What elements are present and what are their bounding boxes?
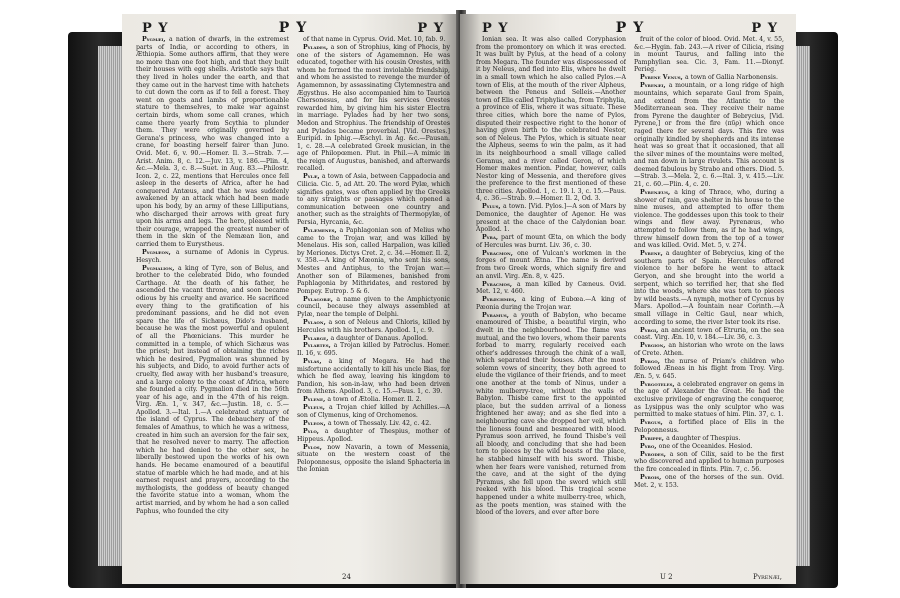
catchword: Pyrenæi, xyxy=(752,573,782,581)
running-head-center: P Y xyxy=(615,20,645,36)
entry-headword: Pylas, xyxy=(303,358,329,366)
text-column xyxy=(136,36,289,572)
entry-text: a Trojan chief killed by Achilles.—A son of Clymenus, king of Orchomenos. xyxy=(297,404,450,419)
entry-text: a son of Cilix, said to be the first who discovered and applied to human purposes the fire concealed in flints. Plin. 7, c. 56. xyxy=(634,450,784,473)
entry-headword: Pyramus, xyxy=(482,311,514,319)
entry-headword: Pylarge, xyxy=(303,334,331,342)
entry-text: a surname of Adonis in Cyprus. Hesych. xyxy=(136,249,289,264)
dictionary-entry xyxy=(297,342,450,357)
entry-text: an historian who wrote on the laws of Crete. Athen. xyxy=(634,342,784,357)
dictionary-entry xyxy=(634,342,784,357)
entry-text: a mountain, or a long ridge of high mountains, which separate Gaul from Spain, and extend from the Atlantic to the Mediterranean sea. They receive their name from Pyrene the daughter of Bebrycius, [Vid. Pyrene,] or from the fire (πῦρ) which once raged there for several days. This fire was originally kindled by shepherds and its intense heat was so great that it occasioned, that all the silver mines of the mountains were melted, and ran down in large rivulets. This account is deemed fabulous by Strabo and others. Diod. 5.—Strab. 3.—Mela. 2, c. 6.—Ital. 3, v. 415.—Liv. 21, c. 60.—Plin. 4, c. 20. xyxy=(634,82,784,189)
entry-headword: Pyrgus, xyxy=(640,419,669,427)
dictionary-entry xyxy=(136,36,289,249)
entry-text: part of mount Œta, on which the body of Hercules was burnt. Liv. 36, c. 30. xyxy=(476,234,626,249)
entry-text: a town of Gallia Narbonensis. xyxy=(684,74,778,82)
dictionary-entry xyxy=(136,249,289,264)
text-column xyxy=(634,36,784,572)
dictionary-entry xyxy=(297,173,450,226)
dictionary-entry xyxy=(634,435,784,443)
entry-headword: Pyracmon, xyxy=(482,249,518,257)
entry-headword: Pyrene, xyxy=(640,250,666,258)
entry-text: a king of Tyre, son of Belus, and brother to the celebrated Dido, who founded Carthage. At the death of his father, he ascended the vacant throne, and soon became odious by his cruelty and avarice. He sacrificed every thing to the gratification of his predominant passions, and he did not even spare the life of Sichæus, Dido's husband, because he was the most powerful and opulent of all the Phœnicians. This murder he committed in a temple, of which Sichæus was the priest; but instead of obtaining the riches which he desired, Pygmalion was shunned by his subjects, and Dido, to avoid further acts of cruelty, fled away with her husband's treasure, and a large colony to the coast of Africa, where she founded a city. Pygmalion died in the 56th year of his age, and in the 47th of his reign. Virg. Æn. 1, v. 347, &c.—Justin. 18, c. 5.—Apollod. 3.—Ital. 1.—A celebrated statuary of the island of Cyprus. The debauchery of the females of Amathus, to which he was a witness, created in him such an aversion for the fair sex, that he resolved never to marry. The affection which he had denied to the other sex, he liberally bestowed upon the works of his own hands. He became enamoured of a beautiful statue of marble which he had made, and at his earnest request and prayers, according to the mythologists, the goddess of beauty changed the favorite statue into a woman, whom the artist married, and by whom he had a son called Paphus, who founded the city xyxy=(136,264,289,515)
entry-headword: Pyrgoteles, xyxy=(640,380,678,388)
dictionary-entry xyxy=(297,36,450,44)
right-page xyxy=(460,14,796,584)
entry-headword: Pyleon, xyxy=(303,419,328,427)
entry-text: a daughter of Danaus. Apollod. xyxy=(330,334,429,342)
open-book xyxy=(68,6,838,592)
entry-headword: Pylæ, xyxy=(303,173,322,181)
dictionary-entry xyxy=(297,444,450,474)
dictionary-entry xyxy=(634,250,784,326)
entry-headword: Pyro, xyxy=(640,442,659,450)
running-head-left: P Y xyxy=(482,21,509,36)
entry-text: the nurse of Priam's children who followed Æneas in his flight from Troy. Virg. Æn. 5, v. 645. xyxy=(634,357,784,380)
entry-text: Ionian sea. It was also called Coryphasion from the promontory on which it was erected. It was built by Pylus, at the head of a colony from Megara. The founder was dispossessed of it by Neleus, and fled into Elis, where he dwelt in a small town which he also called Pylos.—A town of Elis, at the mouth of the river Alpheus, between the Peneus and Selleis.—Another town of Elis called Triphyliacha, from Triphylia, a province of Elis, where it was situate. These three cities, which bore the name of Pylos, disputed their respective right to the honor of having given birth to the celebrated Nestor, son of Neleus. The Pylos, which is situate near the Alpheus, seems to win the palm, as it had in its neighbourhood a small village called Geranus, and a river called Geron, of which Homer makes mention. Pindar, however, calls Nestor king of Messenia, and therefore gives the preference to the first mentioned of these three cities. Apollod. 1, c. 19. l. 3, c. 15.—Paus. 4, c. 36.—Strab. 9.—Homer. Il. 2, Od. 3. xyxy=(476,36,626,203)
dictionary-entry xyxy=(634,82,784,188)
entry-text: a son of Strophius, king of Phocis, by one of the sisters of Agamemnon. He was educated, together with his cousin Orestes, with whom he formed the most inviolable friendship, and whom he assisted to revenge the murder of Agamemnon, by assassinating Clytemnestra and Ægysthus. He also accompanied him to Taurica Chersonesus, and for his services Orestes rewarded him, by giving him his sister Electra in marriage. Pylades had by her two sons, Medon and Strophius. The friendship of Orestes and Pylades became proverbial. [Vid. Orestes.] Euripid. in Iphig.—Æschyl. in Ag. &c.—Pausan. 1, c. 28.—A celebrated Greek musician, in the age of Philopœmen. Plut. in Phil.—A mimic in the reign of Augustus, banished, and afterwards recalled. xyxy=(297,43,450,173)
entry-text: a town of Thessaly. Liv. 42, c. 42. xyxy=(327,419,432,427)
entry-text: a daughter of Thespius. xyxy=(666,434,741,442)
dictionary-entry xyxy=(634,419,784,434)
entry-headword: Pylus, xyxy=(482,203,503,211)
dictionary-entry xyxy=(297,428,450,443)
dictionary-entry xyxy=(476,234,626,249)
entry-text: a king of Eubœa.—A king of Pæonia during the Trojan war. xyxy=(476,296,626,311)
text-column xyxy=(476,36,626,572)
signature-mark: U 2 xyxy=(660,573,673,581)
dictionary-entry xyxy=(634,451,784,474)
entry-text: a Paphlagonian son of Melius who came to the Trojan war, and was killed by Menelaus. His son, called Harpalion, was killed by Meriones. Dictys Cret. 2, c. 34.—Homer. Il. 2, v. 358.—A king of Mæonia, who sent his sons, Mestes and Antiphus, to the Trojan war.—Another son of Bilæmenes, banished from Paphlagonia by Mithridates, and restored by Pompey. Eutrop. 5 & 6. xyxy=(297,227,450,295)
entry-headword: Pyrgi, xyxy=(640,326,661,334)
entry-text: a town of Asia, between Cappadocia and Cilicia. Cic. 5, ad Att. 20. The word Pylæ, which signifies gates, was often applied by the Greeks to any straights or passages which opened a communication between one country and another, such as the straights of Thermopylæ, of Persia, Hyrcania, &c. xyxy=(297,173,450,227)
entry-text: an ancient town of Etruria, on the sea coast. Virg. Æn. 10, v. 184.—Liv. 36, c. 3. xyxy=(634,326,784,342)
entry-headword: Pyrgion, xyxy=(640,342,669,350)
dictionary-entry xyxy=(634,381,784,419)
dictionary-entry xyxy=(634,189,784,250)
entry-text: one of the Oceanides. Hesiod. xyxy=(658,442,753,450)
dictionary-entry xyxy=(297,358,450,396)
running-head-left: P Y xyxy=(142,21,169,36)
entry-headword: Pyræchmes, xyxy=(482,296,522,304)
running-head xyxy=(482,20,778,34)
entry-text: fruit of the color of blood. Ovid. Met. 4, v. 55, &c.—Hygin. fab. 243.—A river of Cilicia, rising in mount Taurus, and falling into the Pamphylian sea. Cic. 3, Fam. 11.—Dionyf. Perieg. xyxy=(634,36,784,74)
dictionary-entry xyxy=(297,420,450,428)
dictionary-entry xyxy=(297,396,450,404)
entry-text: of that name in Cyprus. Ovid. Met. 10, fab. 9. xyxy=(303,36,446,43)
entry-headword: Pyrenæus, xyxy=(640,189,675,197)
dictionary-entry xyxy=(476,281,626,296)
dictionary-entry xyxy=(297,44,450,173)
dictionary-entry xyxy=(476,36,626,203)
entry-text: a town. [Vid. Pylos.]—A son of Mars by Demonice, the daughter of Agenor. He was present at the chace of the Calydonian boar. Apollod. 1. xyxy=(476,203,626,234)
dictionary-entry xyxy=(634,358,784,381)
entry-text: one of Vulcan's workmen in the forges of mount Ætna. The name is derived from two Greek words, which signify fire and an anvil. Virg. Æn. 8, v. 425. xyxy=(476,249,626,280)
entry-text: a celebrated engraver on gems in the age of Alexander the Great. He had the exclusive privilege of engraving the conqueror, as Lysippus was the only sculptor who was permitted to make statues of him. Plin. 37, c. 1. xyxy=(634,380,784,419)
entry-text: a daughter of Bebrycius, king of the southern parts of Spain. Hercules offered violence to her before he went to attack Geryon, and she brought into the world a serpent, which so terrified her, that she fled into the woods, where she was torn to pieces by wild beasts.—A nymph, mother of Cycnus by Mars. Apollod.—A fountain near Corinth.—A small village in Celtic Gaul, near which, according to some, the river Ister took its rise. xyxy=(634,250,784,326)
dictionary-entry xyxy=(297,335,450,343)
entry-text: a king of Megara. He had the misfortune accidentally to kill his uncle Bias, for which he fled away, leaving his kingdom to Pandion, his son-in-law, who had been driven from Athens. Apollod. 3, c. 15.—Paus. 1, c. 39. xyxy=(297,358,450,396)
entry-headword: Pyracmos, xyxy=(482,280,517,288)
running-head-right: P Y xyxy=(417,21,444,36)
dictionary-entry xyxy=(634,36,784,74)
entry-text: a youth of Babylon, who became enamoured of Thisbe, a beautiful virgin, who dwelt in the neighbourhood. The flame was mutual, and the two lovers, whom their parents forbad to marry, regularly received each other's addresses through the chink of a wall, which separated their houses. After the most solemn vows of sincerity, they both agreed to elude the vigilance of their friends, and to meet one another at the tomb of Ninus, under a white mulberry-tree, without the walls of Babylon. Thisbe came first to the appointed place, but the sudden arrival of a lioness frightened her away; and as she fled into a neighbouring cave she dropped her veil, which the lioness found and besmeared with blood. Pyramus soon arrived, he found Thisbe's veil all bloody, and concluding that she had been torn to pieces by the wild beasts of the place, he stabbed himself with his sword. Thisbe, when her fears were vanished, returned from the cave, and at the sight of the dying Pyramus, she fell upon the sword which still reeked with his blood. This tragical scene happened under a white mulberry-tree, which, as the poets mention, was stained with the blood of the lovers, and ever after bore xyxy=(476,311,626,517)
entry-headword: Pygmæon, xyxy=(142,249,176,257)
dictionary-entry xyxy=(634,474,784,489)
entry-text: a Trojan killed by Patroclus. Homer. Il. 16, v. 695. xyxy=(297,342,450,358)
running-head-center: P Y xyxy=(278,20,308,36)
entry-text: a daughter of Thespius, mother of Hippeus. Apollod. xyxy=(297,427,450,443)
dictionary-entry xyxy=(634,443,784,451)
entry-headword: Pyra, xyxy=(482,234,501,242)
entry-headword: Pyrgo, xyxy=(640,357,665,365)
entry-headword: Pylos, xyxy=(303,443,328,451)
dictionary-entry xyxy=(476,312,626,517)
dictionary-entry xyxy=(476,296,626,311)
entry-headword: Pyrodes, xyxy=(640,450,670,458)
entry-headword: Pygmæi, xyxy=(142,36,169,43)
entry-headword: Pylene, xyxy=(303,396,328,404)
entry-headword: Pyrippe, xyxy=(640,434,667,442)
entry-headword: Pylagoræ, xyxy=(303,295,337,303)
entry-headword: Pylartes, xyxy=(303,342,334,350)
entry-text: now Navarin, a town of Messenia, situate on the western coast of the Peloponnesus, opposite the island Sphacteria in the Ionian xyxy=(297,443,450,474)
entry-headword: Pyrenæi, xyxy=(640,82,669,90)
entry-headword: Pylæmenes, xyxy=(303,227,340,235)
entry-text: a king of Thrace, who, during a shower of rain, gave shelter in his house to the nine muses, and attempted to offer them violence. The goddesses upon this took to their wings and flew away. Pyrenæus, who attempted to follow them, as if he had wings, threw himself down from the top of a tower and was killed. Ovid. Met. 5, v. 274. xyxy=(634,189,784,250)
entry-text: a nation of dwarfs, in the extremest parts of India, or according to others, in Æthiopia. Some authors affirm, that they were no more than one foot high, and that they built their houses with egg shells. Aristotle says that they lived in holes under the earth, and that they came out in the harvest time with hatchets to cut down the corn as if to fell a forest. They went on goats and lambs of proportionable stature to themselves, to make war against certain birds, whom some call cranes, which came there yearly from Scythia to plunder them. They were originally governed by Gerana's princess, who was changed into a crane, for boasting herself fairer than Juno. Ovid. Met. 6, v. 90.—Homer. Il. 3.—Strab. 7.—Arist. Anim. 8, c. 12.—Juv. 13, v. 186.—Plin. 4, &c.—Mela. 3, c. 8.—Suet. in Aug. 83.—Philostr. Icon. 2, c. 22, mentions that Hercules once fell asleep in the deserts of Africa, after he had conquered Antæus, and that he was suddenly awakened by an attack which had been made upon his body, by an army of these Lilliputians, who discharged their arrows with great fury upon his arms and legs. The hero, pleased with their courage, wrapped the greatest number of them in the skin of the Nemæan lion, and carried them to Eurystheus. xyxy=(136,36,289,249)
entry-text: one of the horses of the sun. Ovid. Met. 2, v. 153. xyxy=(634,473,784,489)
left-page xyxy=(122,14,460,584)
dictionary-entry xyxy=(297,319,450,334)
entry-text: a fortified place of Elis in the Peloponnesus. xyxy=(634,419,784,434)
dictionary-entry xyxy=(297,296,450,319)
entry-text: a son of Neleus and Chloris, killed by Hercules with his brothers. Apollod. 1, c. 9. xyxy=(297,318,450,334)
entry-headword: Pyrois, xyxy=(640,473,665,481)
dictionary-entry xyxy=(297,404,450,419)
entry-headword: Pygmalion, xyxy=(142,264,178,272)
text-column xyxy=(297,36,450,572)
entry-headword: Pylaon, xyxy=(303,318,329,326)
entry-text: a name given to the Amphictyonic council, because they always assembled at Pylæ, near the temple of Delphi. xyxy=(297,295,450,318)
entry-text: a man killed by Cæneus. Ovid. Met. 12, v. 460. xyxy=(476,280,626,296)
entry-text: a town of Ætolia. Homer. Il. 2. xyxy=(327,396,422,404)
entry-headword: Pyrene Venus, xyxy=(640,74,685,82)
dictionary-entry xyxy=(634,74,784,82)
running-head xyxy=(142,20,444,34)
entry-headword: Pyleus, xyxy=(303,404,329,412)
running-head-right: P Y xyxy=(751,21,778,36)
entry-headword: Pylo, xyxy=(303,427,325,435)
dictionary-entry xyxy=(634,327,784,342)
dictionary-entry xyxy=(297,227,450,295)
entry-headword: Pylades, xyxy=(303,43,331,51)
dictionary-entry xyxy=(476,250,626,280)
page-number: 24 xyxy=(342,573,351,581)
dictionary-entry xyxy=(136,265,289,516)
dictionary-entry xyxy=(476,203,626,233)
